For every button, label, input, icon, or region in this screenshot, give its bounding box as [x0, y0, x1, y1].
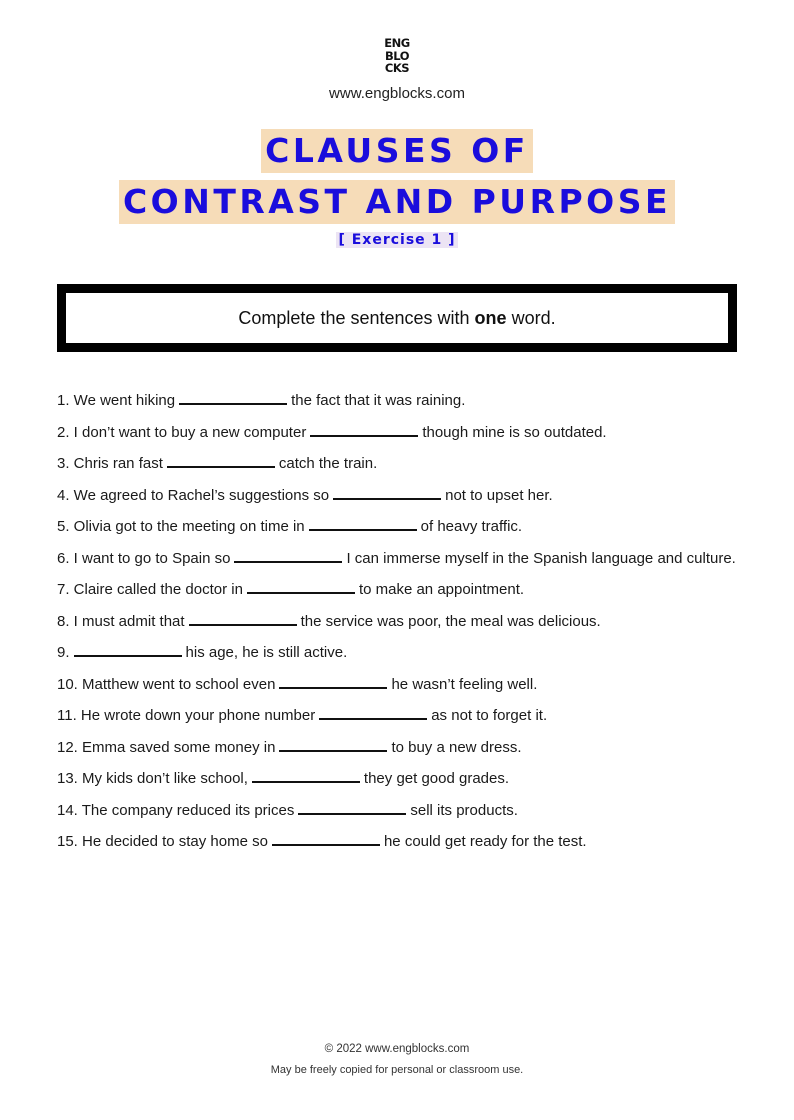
exercise-item — [57, 797, 737, 824]
worksheet-title-line-2 — [0, 182, 794, 221]
answer-blank[interactable] — [189, 612, 297, 626]
sentence-end: to buy a new dress. — [391, 738, 522, 756]
sentence-end: sell its products. — [410, 801, 518, 819]
exercise-item — [57, 576, 737, 603]
sentence-start: 15. He decided to stay home so — [57, 833, 268, 850]
sentence-start: 13. My kids don’t like school, — [57, 770, 248, 787]
exercise-item — [57, 734, 737, 761]
instruction-box — [57, 284, 737, 352]
sentence-end: though mine is so outdated. — [422, 423, 607, 441]
answer-blank[interactable] — [74, 643, 182, 657]
sentence-start: 1. We went hiking — [57, 392, 176, 409]
sentence-start: 6. I want to go to Spain so — [57, 549, 231, 567]
answer-blank[interactable] — [298, 801, 406, 815]
sentence-start: 8. I must admit that — [57, 612, 185, 630]
sentence-end: not to upset her. — [445, 486, 553, 504]
exercise-item — [57, 608, 737, 635]
answer-blank[interactable] — [272, 832, 380, 846]
sentence-end: catch the train. — [278, 455, 378, 472]
instruction-after: word. — [506, 307, 556, 328]
exercise-item — [57, 482, 737, 509]
sentence-end: his age, he is still active. — [185, 644, 348, 661]
footer-copyright: © 2022 www.engblocks.com — [324, 1043, 470, 1055]
exercise-item — [57, 671, 737, 698]
sentence-end: I can immerse myself in the Spanish language and culture. — [346, 549, 736, 567]
answer-blank[interactable] — [179, 391, 287, 405]
sentence-start: 10. Matthew went to school even — [57, 675, 276, 693]
sentence-start: 14. The company reduced its prices — [57, 801, 295, 819]
answer-blank[interactable] — [310, 423, 418, 437]
sentence-end: to make an appointment. — [358, 581, 525, 598]
worksheet-title-line-1 — [0, 131, 794, 170]
sentence-start: 7. Claire called the doctor in — [57, 581, 243, 598]
exercise-label — [0, 232, 794, 248]
sentence-end: they get good grades. — [363, 770, 510, 787]
answer-blank[interactable] — [234, 549, 342, 563]
answer-blank[interactable] — [319, 706, 427, 720]
title-text: CONTRAST AND PURPOSE — [119, 180, 675, 224]
exercise-item — [57, 450, 737, 477]
exercise-item — [57, 828, 737, 855]
sentence-start: 11. He wrote down your phone number — [57, 707, 316, 724]
sentence-end: he could get ready for the test. — [383, 833, 587, 850]
answer-blank[interactable] — [279, 675, 387, 689]
exercise-item — [57, 513, 737, 540]
exercise-item — [57, 387, 737, 414]
sentence-start: 3. Chris ran fast — [57, 455, 163, 472]
answer-blank[interactable] — [247, 580, 355, 594]
sentence-end: he wasn’t feeling well. — [391, 675, 538, 693]
instruction-text — [238, 308, 555, 329]
sentence-end: the service was poor, the meal was delicious. — [300, 612, 601, 630]
instruction-before: Complete the sentences with — [238, 307, 475, 328]
sentence-start: 9. — [57, 644, 70, 661]
answer-blank[interactable] — [279, 738, 387, 752]
footer-note: May be freely copied for personal or classroom use. — [270, 1064, 524, 1076]
sentence-start: 5. Olivia got to the meeting on time in — [57, 518, 305, 535]
answer-blank[interactable] — [167, 454, 275, 468]
sentence-start: 4. We agreed to Rachel’s suggestions so — [57, 486, 330, 504]
answer-blank[interactable] — [309, 517, 417, 531]
exercise-item — [57, 639, 737, 666]
sentence-start: 12. Emma saved some money in — [57, 738, 276, 756]
exercise-item — [57, 545, 737, 572]
exercise-item — [57, 419, 737, 446]
logo-line: ENG — [384, 36, 410, 50]
answer-blank[interactable] — [252, 769, 360, 783]
exercise-list — [57, 387, 737, 860]
exercise-item — [57, 765, 737, 792]
logo-line: CKS — [384, 61, 410, 75]
title-text: CLAUSES OF — [261, 129, 533, 173]
sentence-end: as not to forget it. — [431, 707, 548, 724]
exercise-label-text: [ Exercise 1 ] — [338, 232, 456, 248]
engblocks-logo — [0, 37, 794, 75]
sentence-end: of heavy traffic. — [420, 518, 523, 535]
logo-line: BLO — [385, 48, 409, 63]
site-url: www.engblocks.com — [329, 85, 465, 102]
answer-blank[interactable] — [333, 486, 441, 500]
sentence-start: 2. I don’t want to buy a new computer — [57, 423, 307, 441]
instruction-emphasis: one — [474, 307, 507, 328]
sentence-end: the fact that it was raining. — [291, 392, 466, 409]
exercise-item — [57, 702, 737, 729]
